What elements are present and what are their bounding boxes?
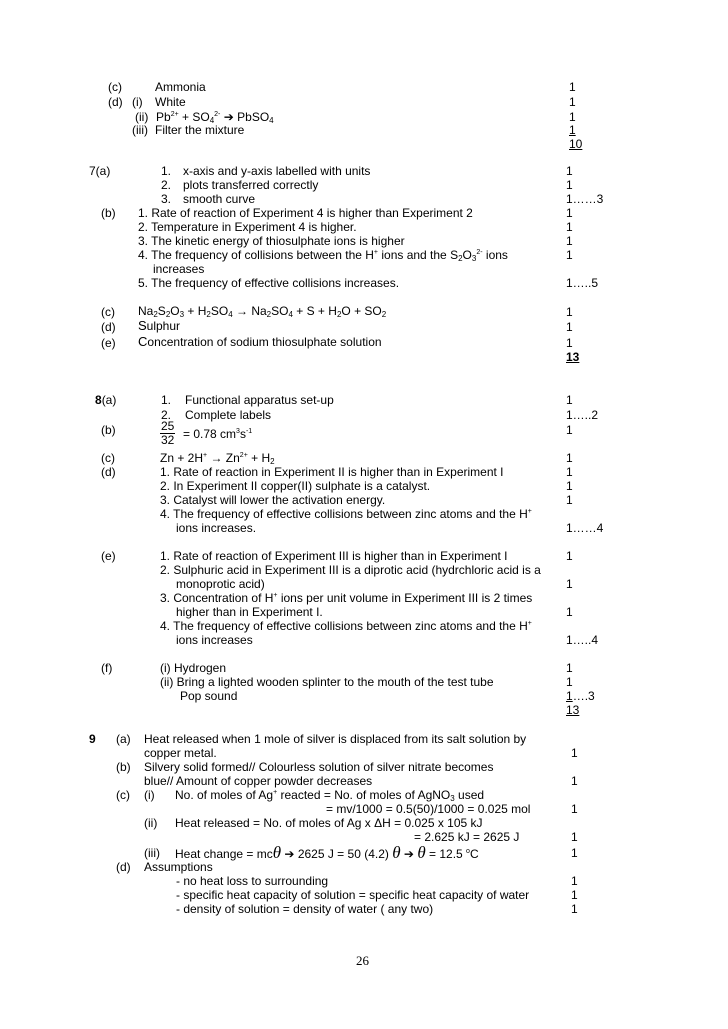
q7-a-item-mark: 1……3 [566,192,604,206]
q8-a-item-num: 2. [161,408,172,422]
q7-b-item-mark: 1 [566,220,573,234]
q8-f-i-mark: 1 [566,661,573,675]
q6-d-ii-mark: 1 [569,110,576,124]
q7-total: 13 [566,350,580,364]
q8-d-item-4-mark: 1……4 [566,521,604,535]
q6-d-i-answer: White [155,95,186,109]
q7-a-item-mark: 1 [566,164,573,178]
q8-f-ii-mark: 1 [566,675,573,689]
q7-a-item-mark: 1 [566,178,573,192]
q7-b-item-4: 4. The frequency of collisions between the H+ ions and the $S_2O_3^{2-}$ ions [138,248,508,263]
q9-d-item-mark: 1 [571,902,578,916]
q9-d-item: - specific heat capacity of solution = specific heat capacity of water [176,888,530,902]
q6-d-iii-mark: 1 [569,123,576,137]
q9-c-ii-mark: 1 [571,830,578,844]
q8-f-ii: (ii) Bring a lighted wooden splinter to the mouth of the test tube [160,675,494,689]
q6-total: 10 [569,137,583,151]
q9-b-line2: blue// Amount of copper powder decreases [144,774,373,788]
q9-d-label: (d) [116,860,131,874]
q7-b-item-5: 5. The frequency of effective collisions increases. [138,276,400,290]
q8-c-equation: $Zn + 2H^+ \to Zn^{2+} + H_2$ [160,451,275,466]
q6-d-ii-equation: $Pb^{2+} + SO_4^{2-}$ ➔ PbSO$_4$ [156,110,274,125]
q8-f-i: (i) Hydrogen [160,661,227,675]
q7-e-label: (e) [101,336,116,350]
q8-total: 13 [566,703,580,717]
q9-c-iii-label: (iii) [144,846,160,860]
q6-d-iii-answer: Filter the mixture [155,123,245,137]
q9-a-line2: copper metal. [144,746,217,760]
q7-b-item: 3. The kinetic energy of thiosulphate ions is higher [138,234,405,248]
q8-f-label: (f) [101,661,113,675]
q8-d-item: 1. Rate of reaction in Experiment II is higher than in Experiment I [160,465,504,479]
q8-d-item: 2. In Experiment II copper(II) sulphate is a catalyst. [160,479,431,493]
q7-d-answer: Sulphur [138,318,181,333]
q6-d-i-label: (i) [132,95,143,109]
q9-d-item-mark: 1 [571,874,578,888]
q9-b-label: (b) [116,760,131,774]
q8-e-item-1: 1. Rate of reaction of Experiment III is higher than in Experiment I [160,549,508,563]
q6-c-mark: 1 [569,80,576,94]
q8-e-label: (e) [101,549,116,563]
q7-c-equation: $Na_2S_2O_3 + H_2SO_4 \to Na_2SO_4 + S + H_2O + SO_2$ [138,304,387,319]
q8-b-numerator: 25 [161,419,175,433]
q8-d-item-4: 4. The frequency of effective collisions between zinc atoms and the H+ [160,507,532,521]
q9-c-iii-mark: 1 [571,846,578,860]
q7-a-item: smooth curve [183,192,256,206]
q7-e-answer: Concentration of sodium thiosulphate solution [138,334,382,349]
q8-e-item-3-cont: higher than in Experiment I. [176,605,323,619]
q9-a-line1: Heat released when 1 mole of silver is displaced from its salt solution by [144,732,527,746]
q9-c-i-line2: = mv/1000 = 0.5(50)/1000 = 0.025 mol [326,802,531,816]
q8-c-mark: 1 [566,451,573,465]
q7-b-label: (b) [101,206,116,220]
q8-e-item-4-cont: ions increases [176,633,253,647]
q7-a-item: x-axis and y-axis labelled with units [183,164,371,178]
q9-d-item: - density of solution = density of water ( any two) [176,902,434,916]
q7-c-mark: 1 [566,305,573,319]
q7-b-item-mark: 1 [566,206,573,220]
q7-a-label: 7(a) [89,164,111,178]
q6-c-answer: Ammonia [155,80,206,94]
q8-b-label: (b) [101,423,116,437]
q9-a-label: (a) [116,732,131,746]
q9-c-i-line1: No. of moles of Ag+ reacted = No. of moles of AgNO$_3$ used [175,788,485,803]
q8-d-label: (d) [101,465,116,479]
q7-b-item-5-mark: 1…..5 [566,276,599,290]
q8-b-mark: 1 [566,423,573,437]
q9-c-label: (c) [116,788,130,802]
q8-a-item: Functional apparatus set-up [185,393,334,407]
q8-e-item-3-mark: 1 [566,605,573,619]
q8-a-item: Complete labels [185,408,272,422]
q6-d-ii-label: (ii) [135,110,149,124]
q7-b-item-4-mark: 1 [566,248,573,262]
q9-a-mark: 1 [571,746,578,760]
q8-d-item-mark: 1 [566,493,573,507]
q9-b-line1: Silvery solid formed// Colourless solution of silver nitrate becomes [144,760,494,774]
q8-d-item-mark: 1 [566,479,573,493]
q8-d-item: 3. Catalyst will lower the activation energy. [160,493,386,507]
q8-e-item-2: 2. Sulphuric acid in Experiment III is a diprotic acid (hydrchloric acid is a [160,563,541,577]
q9-b-mark: 1 [571,774,578,788]
q6-c-label: (c) [108,80,122,94]
q9-d-heading: Assumptions [144,860,213,874]
q8-b-result: = 0.78 $cm^3s^{-1}$ [183,427,253,441]
q8-a-item-mark: 1…..2 [566,408,599,422]
q8-d-item-4-cont: ions increases. [176,521,257,535]
q7-a-item-num: 2. [161,178,172,192]
q7-a-item-num: 3. [161,192,172,206]
q8-e-item-1-mark: 1 [566,549,573,563]
page-number: 26 [356,953,369,968]
q9-c-i-label: (i) [144,788,155,802]
q9-number: 9 [89,732,96,746]
q7-b-item-mark: 1 [566,234,573,248]
q8-e-item-3: 3. Concentration of H+ ions per unit volume in Experiment III is 2 times [160,591,533,605]
q8-d-item-mark: 1 [566,465,573,479]
q7-d-label: (d) [101,320,116,334]
q7-a-item-num: 1. [161,164,172,178]
q7-a-item: plots transferred correctly [183,178,319,192]
q8-e-item-2-mark: 1 [566,577,573,591]
q7-e-mark: 1 [566,336,573,350]
q8-a-label: 8(a) [95,393,117,407]
q8-e-item-4-mark: 1…..4 [566,633,599,647]
q7-b-item: 2. Temperature in Experiment 4 is higher. [138,220,357,234]
q9-d-item: - no heat loss to surrounding [176,874,329,888]
q7-c-label: (c) [101,305,115,319]
q7-d-mark: 1 [566,320,573,334]
q9-d-item-mark: 1 [571,888,578,902]
q9-c-ii-label: (ii) [144,816,158,830]
q8-e-item-2-cont: monoprotic acid) [176,577,265,591]
q7-b-item-4-cont: increases [153,262,205,276]
q7-b-item: 1. Rate of reaction of Experiment 4 is higher than Experiment 2 [138,206,473,220]
q8-a-item-num: 1. [161,393,172,407]
q6-d-iii-label: (iii) [132,123,148,137]
q8-f-ii-cont-mark: 1….3 [566,689,595,703]
q8-a-item-mark: 1 [566,393,573,407]
q9-c-ii-line1: Heat released = No. of moles of Ag x ΔH = 0.025 x 105 kJ [175,816,483,830]
q8-b-denominator: 32 [161,433,175,447]
q9-c-i-mark: 1 [571,802,578,816]
q6-d-label: (d) [108,95,123,109]
q8-c-label: (c) [101,451,115,465]
q9-c-ii-line2: = 2.625 kJ = 2625 J [414,830,520,844]
q8-b-fraction [160,420,175,447]
q9-c-iii-equation: Heat change = mcθ ➔ 2625 J = 50 (4.2) θ ➔ θ = 12.5 $^o$C [175,843,479,862]
q8-f-ii-cont: Pop sound [180,689,238,703]
q6-d-i-mark: 1 [569,95,576,109]
q8-e-item-4: 4. The frequency of effective collisions between zinc atoms and the H+ [160,619,532,633]
